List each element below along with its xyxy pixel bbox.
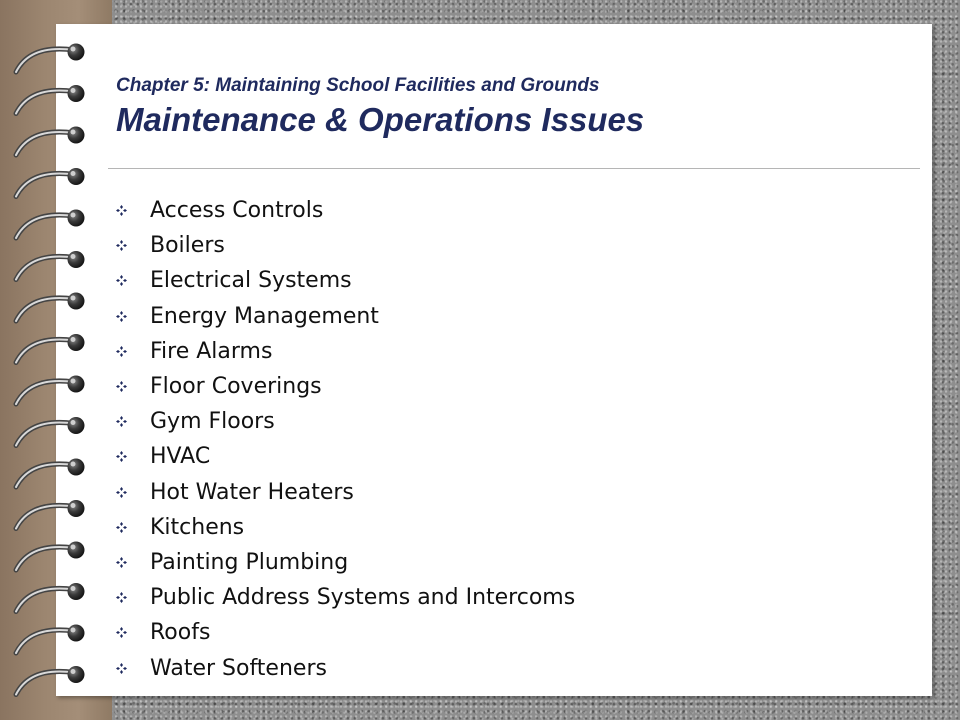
four-diamond-bullet-icon: [116, 275, 150, 286]
slide-header: [116, 74, 916, 140]
four-diamond-bullet-icon: [116, 522, 150, 533]
list-item-label: Gym Floors: [150, 409, 275, 435]
list-item-label: Energy Management: [150, 303, 379, 329]
spiral-binding: [0, 0, 112, 720]
four-diamond-bullet-icon: [116, 451, 150, 462]
list-item: [116, 299, 575, 334]
list-item: [116, 510, 575, 545]
title-divider: [108, 168, 920, 169]
spiral-ring: [16, 625, 85, 654]
spiral-ring: [16, 334, 85, 363]
list-item-label: Public Address Systems and Intercoms: [150, 585, 576, 611]
four-diamond-bullet-icon: [116, 592, 150, 603]
list-item: [116, 615, 575, 650]
spiral-ring: [16, 417, 85, 446]
spiral-ring: [16, 44, 85, 73]
list-item: [116, 404, 575, 439]
four-diamond-bullet-icon: [116, 240, 150, 251]
spiral-ring: [16, 583, 85, 612]
spiral-ring: [16, 127, 85, 156]
list-item-label: Electrical Systems: [150, 268, 352, 294]
spiral-ring: [16, 376, 85, 405]
spiral-ring: [16, 85, 85, 114]
four-diamond-bullet-icon: [116, 381, 150, 392]
list-item: [116, 369, 575, 404]
list-item: [116, 439, 575, 474]
spiral-ring: [16, 500, 85, 529]
list-item: [116, 334, 575, 369]
list-item: [116, 580, 575, 615]
spiral-ring: [16, 251, 85, 280]
list-item: [116, 545, 575, 580]
list-item: [116, 263, 575, 298]
list-item: [116, 193, 575, 228]
spiral-ring: [16, 666, 85, 695]
four-diamond-bullet-icon: [116, 627, 150, 638]
list-item: [116, 475, 575, 510]
bullet-list: [116, 193, 575, 686]
four-diamond-bullet-icon: [116, 205, 150, 216]
spiral-ring: [16, 210, 85, 239]
spiral-ring: [16, 542, 85, 571]
spiral-ring: [16, 459, 85, 488]
list-item: [116, 650, 575, 685]
four-diamond-bullet-icon: [116, 346, 150, 357]
list-item-label: Painting Plumbing: [150, 549, 349, 575]
list-item-label: Access Controls: [150, 198, 324, 224]
list-item: [116, 228, 575, 263]
list-item-label: Boilers: [150, 233, 225, 259]
list-item-label: Roofs: [150, 620, 211, 646]
list-item-label: Hot Water Heaters: [150, 479, 354, 505]
list-item-label: Floor Coverings: [150, 374, 322, 400]
four-diamond-bullet-icon: [116, 416, 150, 427]
spiral-ring: [16, 293, 85, 322]
slide-title: Maintenance & Operations Issues: [116, 101, 645, 138]
list-item-label: HVAC: [150, 444, 211, 470]
four-diamond-bullet-icon: [116, 663, 150, 674]
list-item-label: Fire Alarms: [150, 338, 273, 364]
four-diamond-bullet-icon: [116, 557, 150, 568]
four-diamond-bullet-icon: [116, 487, 150, 498]
chapter-subtitle: Chapter 5: Maintaining School Facilities and Grounds: [116, 75, 600, 96]
list-item-label: Kitchens: [150, 514, 245, 540]
spiral-ring: [16, 168, 85, 197]
four-diamond-bullet-icon: [116, 311, 150, 322]
list-item-label: Water Softeners: [150, 655, 327, 681]
